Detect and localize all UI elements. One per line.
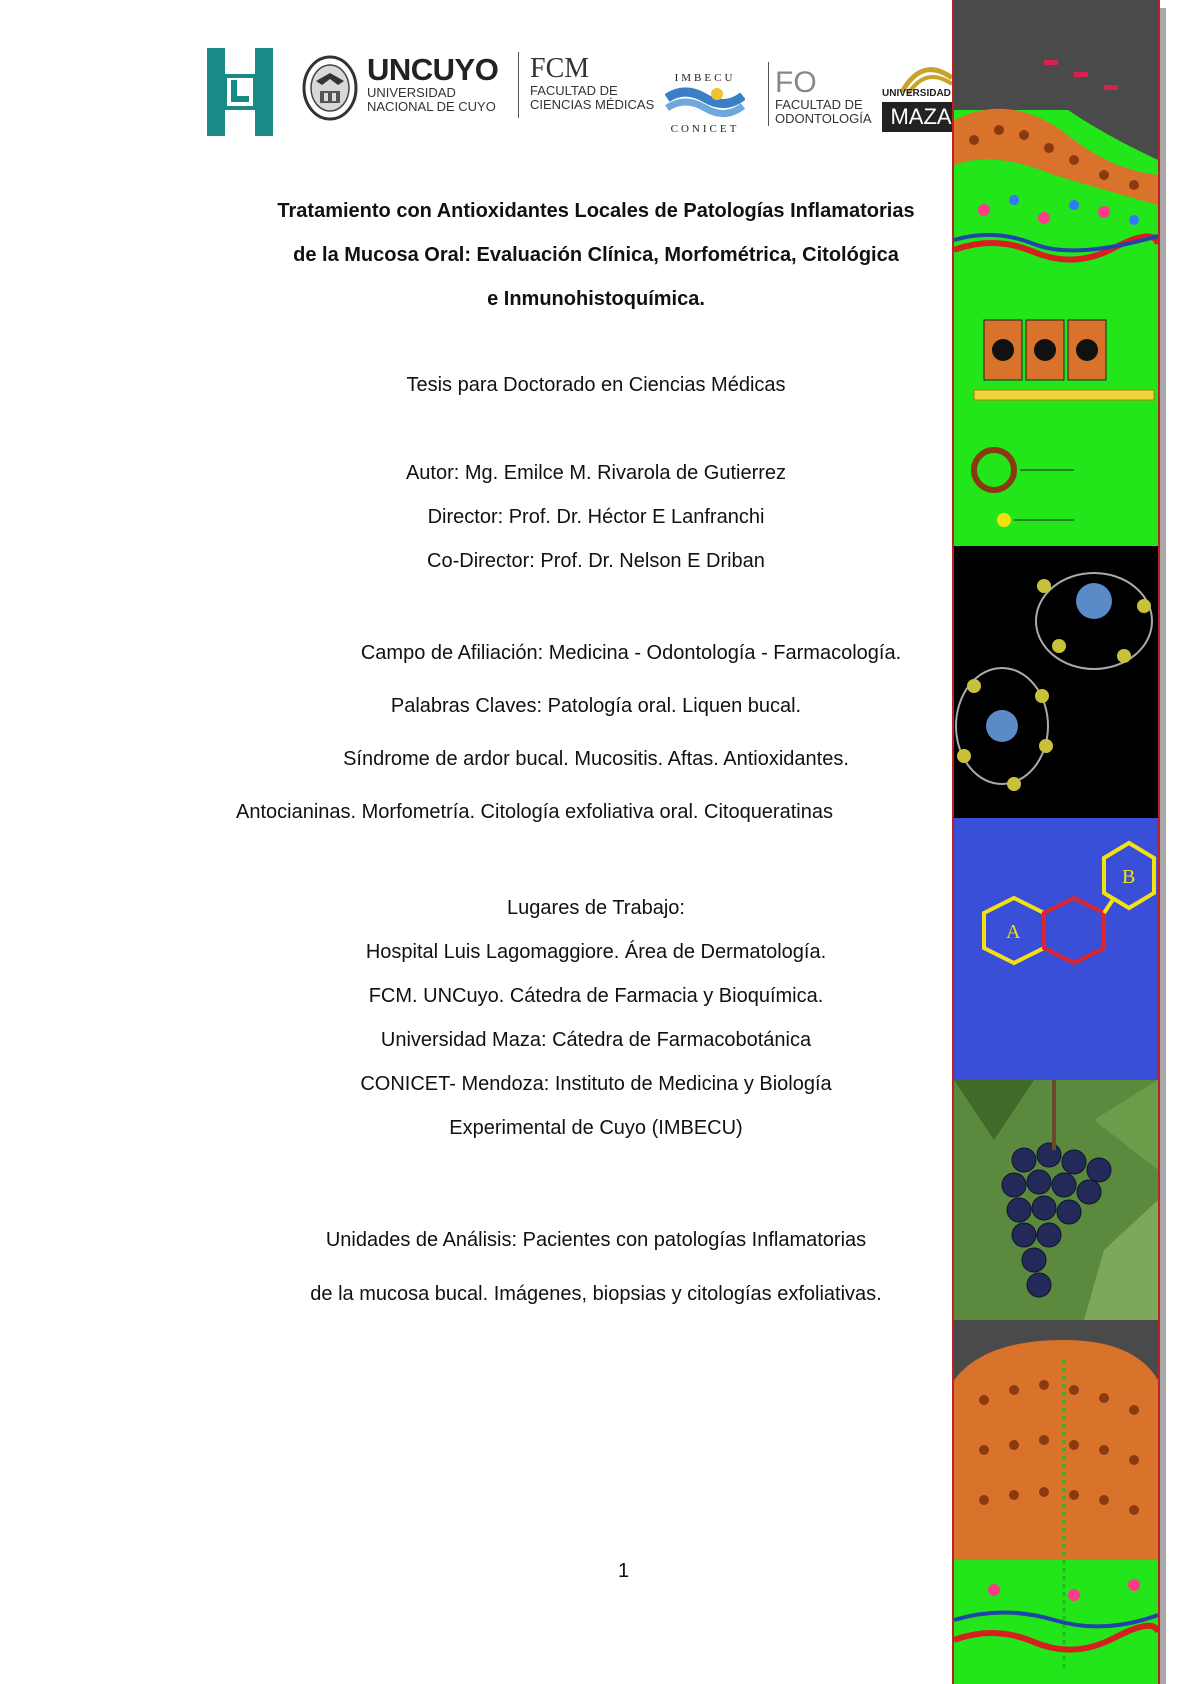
free-radical-atoms-image	[954, 546, 1158, 818]
thesis-title	[236, 189, 956, 321]
imbecu-conicet-logo	[665, 72, 745, 135]
uncuyo-logo	[367, 54, 507, 114]
workplace-item: FCM. UNCuyo. Cátedra de Farmacia y Bioquímica.	[368, 985, 824, 1007]
codirector-line: Co-Director: Prof. Dr. Nelson E Driban	[427, 550, 765, 572]
workplace-item: Hospital Luis Lagomaggiore. Área de Dermatología.	[365, 941, 827, 963]
thesis-type	[236, 363, 956, 407]
mucosa-illustration-bottom	[954, 1320, 1158, 1684]
conicet-label: CONICET	[670, 123, 740, 135]
analysis-block	[236, 1213, 956, 1321]
uncuyo-line2: NACIONAL DE CUYO	[367, 99, 496, 114]
workplace-item: Universidad Maza: Cátedra de Farmacobotánica	[380, 1029, 812, 1051]
decorative-image-strip	[952, 0, 1160, 1684]
anthocyanin-structure-image	[954, 818, 1158, 1080]
people-block	[236, 451, 956, 583]
ring-a-label: A	[1006, 921, 1021, 943]
logo-strip	[205, 48, 965, 140]
maza-name: MAZA	[882, 102, 960, 132]
thesis-type-text: Tesis para Doctorado en Ciencias Médicas	[406, 374, 786, 396]
workplaces-heading: Lugares de Trabajo:	[507, 897, 685, 919]
fcm-line2: CIENCIAS MÉDICAS	[530, 97, 655, 112]
keywords-line-2: Síndrome de ardor bucal. Mucositis. Aftas. Antioxidantes.	[343, 748, 849, 770]
affiliation-field: Campo de Afiliación: Medicina - Odontología - Farmacología.	[360, 642, 902, 664]
logo-divider-2	[768, 62, 769, 126]
workplace-item: Experimental de Cuyo (IMBECU)	[449, 1117, 743, 1139]
keywords-line-1: Palabras Claves: Patología oral. Liquen bucal.	[390, 695, 802, 717]
workplace-item: CONICET- Mendoza: Instituto de Medicina y Biología	[360, 1073, 832, 1095]
fcm-abbr: FCM	[530, 53, 590, 84]
maza-top: UNIVERSIDAD	[882, 88, 951, 99]
analysis-line-2: de la mucosa bucal. Imágenes, biopsias y citologías exfoliativas.	[310, 1283, 882, 1305]
logo-divider	[518, 52, 519, 118]
keywords-line-3: Antocianinas. Morfometría. Citología exfoliativa oral. Citoqueratinas	[236, 801, 833, 823]
grapes-photo	[954, 1080, 1158, 1320]
analysis-line-1: Unidades de Análisis: Pacientes con patologías Inflamatorias	[325, 1229, 867, 1251]
author-line: Autor: Mg. Emilce M. Rivarola de Gutierrez	[405, 462, 787, 484]
workplaces-block	[236, 886, 956, 1150]
uncuyo-seal-icon	[302, 55, 358, 121]
title-line-2: de la Mucosa Oral: Evaluación Clínica, Morfométrica, Citológica	[293, 244, 899, 266]
title-line-1: Tratamiento con Antioxidantes Locales de Patologías Inflamatorias	[277, 200, 915, 222]
fo-logo	[775, 68, 885, 126]
ring-b-label: B	[1122, 866, 1136, 888]
uncuyo-line1: UNIVERSIDAD	[367, 85, 456, 100]
fo-abbr: FO	[775, 66, 817, 99]
fo-line1: FACULTAD DE	[775, 97, 863, 112]
uncuyo-name: UNCUYO	[367, 52, 499, 87]
page-number: 1	[618, 1560, 630, 1582]
fo-line2: ODONTOLOGÍA	[775, 111, 872, 126]
fcm-logo	[530, 54, 660, 112]
affiliation-block	[236, 627, 956, 839]
hospital-logo	[207, 48, 273, 136]
imbecu-label: IMBECU	[674, 72, 736, 84]
maza-logo	[882, 58, 962, 136]
mucosa-illustration-top	[954, 0, 1158, 300]
fcm-line1: FACULTAD DE	[530, 83, 618, 98]
epithelial-cells-diagram	[954, 300, 1158, 546]
director-line: Director: Prof. Dr. Héctor E Lanfranchi	[427, 506, 765, 528]
argentina-flag-ribbon-icon	[665, 84, 745, 118]
title-line-3: e Inmunohistoquímica.	[487, 288, 705, 310]
